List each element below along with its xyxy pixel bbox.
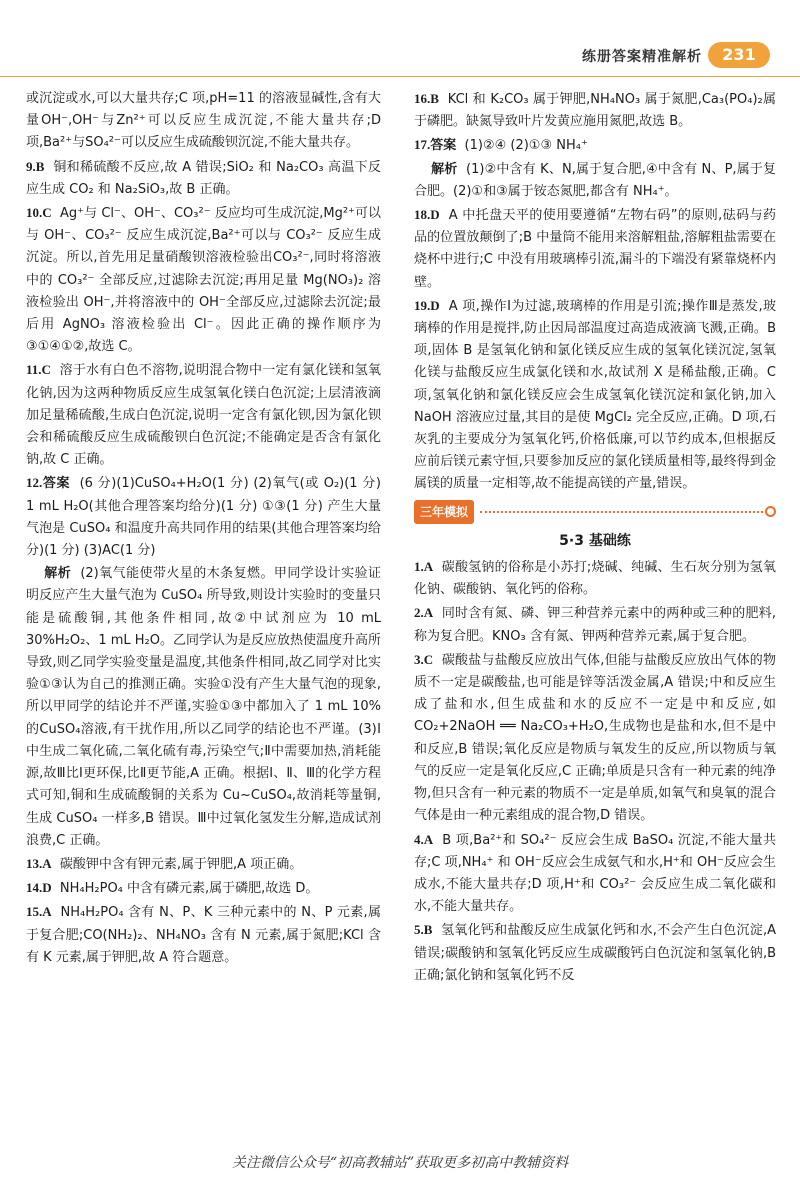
answer-entry: 1.A 碳酸氢钠的俗称是小苏打;烧碱、纯碱、生石灰分别为氢氧化钠、碳酸钠、氧化钙的俗称。 xyxy=(414,559,776,598)
section-badge: 三年模拟 xyxy=(414,500,474,524)
analysis-entry: 解析 (1)②中含有 K、N,属于复合肥,④中含有 N、P,属于复合肥。(2)①和③属于铵态氮肥,都含有 NH₄⁺。 xyxy=(414,161,777,199)
answer-entry: 14.D NH₄H₂PO₄ 中含有磷元素,属于磷肥,故选 D。 xyxy=(26,880,319,897)
answer-entry: 10.C Ag⁺与 Cl⁻、OH⁻、CO₃²⁻ 反应均可生成沉淀,Mg²⁺可以与 OH⁻、CO₃²⁻ 反应生成沉淀,Ba²⁺可以与 CO₃²⁻ 反应生成沉淀。所以,首先用足量硝酸钡溶液检验出CO₃²⁻,同时将溶液中的 CO₃²⁻ 全部反应,过滤除去沉淀;再用足量 Mg(NO₃)₂ 溶液检验出 OH⁻,并将溶液中的 OH⁻全部反应,过滤除去沉淀;最后用 AgNO₃ 溶液检验出 Cl⁻。因此正确的操作顺序为③①④①②,故选 C。 xyxy=(26,205,382,355)
answer-entry: 19.D A 项,操作Ⅰ为过滤,玻璃棒的作用是引流;操作Ⅲ是蒸发,玻璃棒的作用是搅拌,防止因局部温度过高造成液滴飞溅,正确。B 项,固体 B 是氢氧化钠和氯化镁反应生成的氢氧化镁沉淀,氢氧化镁与盐酸反应生成氯化镁和水,故试剂 X 是稀盐酸,正确。C 项,氢氧化钠和氯化镁反应会生成氢氧化镁沉淀和氯化钠,加入 NaOH 溶液应过量,其目的是使 MgCl₂ 完全反应,正确。D 项,石灰乳的主要成分为氢氧化钙,价格低廉,可以节约成本,但根据反应前后镁元素守恒,只要参加反应的氯化镁质量相等,最终得到金属镁的质量一定相等,故不能提高镁的产量,错误。 xyxy=(414,297,777,492)
answer-entry: 2.A 同时含有氮、磷、钾三种营养元素中的两种或三种的肥料,称为复合肥。KNO₃ 含有氮、钾两种营养元素,属于复合肥。 xyxy=(414,605,776,644)
section-subtitle: 5·3 基础练 xyxy=(559,532,631,549)
page-header-title: 练册答案精准解析 xyxy=(582,49,702,65)
answer-entry: 17.答案 (1)②④ (2)①③ NH₄⁺ xyxy=(414,137,588,154)
header-rule xyxy=(0,76,800,77)
answer-entry: 13.A 碳酸钾中含有钾元素,属于钾肥,A 项正确。 xyxy=(26,855,303,872)
answer-entry: 11.C 溶于水有白色不溶物,说明混合物中一定有氯化镁和氢氧化钠,因为这两种物质反应生成氢氧化镁白色沉淀;上层清液滴加足量稀硫酸,生成白色沉淀,说明一定含有氯化钡,因为氯化钡会和稀硫酸反应生成硫酸钡白色沉淀;不能确定是否含有氯化钠,故 C 正确。 xyxy=(26,362,381,468)
answer-entry: 9.B 铜和稀硫酸不反应,故 A 错误;SiO₂ 和 Na₂CO₃ 高温下反应生成 CO₂ 和 Na₂SiO₃,故 B 正确。 xyxy=(26,158,381,197)
answer-entry: 或沉淀或水,可以大量共存;C 项,pH=11 的溶液显碱性,含有大量OH⁻,OH⁻与Zn²⁺可以反应生成沉淀,不能大量共存;D 项,Ba²⁺与SO₄²⁻可以反应生成硫酸钡沉淀,不能大量共存。 xyxy=(26,91,381,151)
answer-entry: 18.D A 中托盘天平的使用要遵循“左物右码”的原则,砝码与药品的位置放颠倒了;B 中量筒不能用来溶解粗盐,溶解粗盐需要在烧杯中进行;C 中没有用玻璃棒引流,漏斗的下端没有紧靠烧杯内壁。 xyxy=(414,207,776,290)
analysis-entry: 解析 (2)氧气能使带火星的木条复燃。甲同学设计实验证明反应产生大量气泡为 CuSO₄ 所导致,则设计实验时的变量只能是硫酸铜,其他条件相同,故②中试剂应为 10 mL 30%H₂O₂、1 mL H₂O。乙同学认为是反应放热使温度升高所导致,则乙同学实验变量是温度,其他条件相同,故乙同学对比实验①③认为自己的推测正确。实验①没有产生大量气泡的现象,所以甲同学的结论并不严谨,实验①③中都加入了 1 mL 10%的CuSO₄溶液,有干扰作用,所以乙同学的结论也不严谨。(3)Ⅰ中生成二氧化硫,二氧化硫有毒,污染空气;Ⅱ中需要加热,消耗能源,故Ⅲ比Ⅰ更环保,比Ⅱ更节能,A 正确。根据Ⅰ、Ⅱ、Ⅲ的化学方程式可知,铜和生成硫酸铜的关系为 Cu~CuSO₄,故消耗等量铜,生成 CuSO₄ 一样多,B 错误。Ⅲ中过氧化氢发生分解,造成试剂浪费,C 正确。 xyxy=(26,566,382,848)
answer-entry: 5.B 氢氧化钙和盐酸反应生成氯化钙和水,不会产生白色沉淀,A 错误;碳酸钠和氢氧化钙反应生成碳酸钙白色沉淀和氢氧化钠,B 正确;氯化钠和氢氧化钙不反 xyxy=(414,922,777,983)
section-dotted-line xyxy=(480,511,763,513)
answer-entry: 4.A B 项,Ba²⁺和 SO₄²⁻ 反应会生成 BaSO₄ 沉淀,不能大量共存;C 项,NH₄⁺ 和 OH⁻反应会生成氨气和水,H⁺和 OH⁻反应会生成水,不能大量共存;D 项,H⁺和 CO₃²⁻ 会反应生成二氧化碳和水,不能大量共存。 xyxy=(414,831,776,915)
answer-entry: 12.答案 (6 分)(1)CuSO₄+H₂O(1 分) (2)氧气(或 O₂)(1 分) 1 mL H₂O(其他合理答案均给分)(1 分) ①③(1 分) 产生大量气泡是 CuSO₄ 和温度升高共同作用的结果(其他合理答案均给分)(1 分) (3)AC(1 分) xyxy=(26,475,381,559)
section-end-dot xyxy=(765,506,776,517)
footer-note: 关注微信公众号“初高教辅站”获取更多初高中教辅资料 xyxy=(231,1155,569,1171)
right-column xyxy=(414,88,776,988)
left-column xyxy=(26,88,381,970)
answer-entry: 3.C 碳酸盐与盐酸反应放出气体,但能与盐酸反应放出气体的物质不一定是碳酸盐,也可能是锌等活泼金属,A 错误;中和反应生成了盐和水,但生成盐和水的反应不一定是中和反应,如 CO₂+2NaOH ══ Na₂CO₃+H₂O,生成物也是盐和水,但不是中和反应,B 错误;氧化反应是物质与氧发生的反应,所以物质与氧气的反应一定是氧化反应,C 正确;单质是只含有一种元素的纯净物,但只含有一种元素的物质不一定是单质,如氧气和臭氧的混合气体是由一种元素组成的混合物,D 错误。 xyxy=(414,651,776,824)
answer-entry: 15.A NH₄H₂PO₄ 含有 N、P、K 三种元素中的 N、P 元素,属于复合肥;CO(NH₂)₂、NH₄NO₃ 含有 N 元素,属于氮肥;KCl 含有 K 元素,属于钾肥,故 A 符合题意。 xyxy=(26,904,381,965)
section-divider xyxy=(414,500,776,524)
answer-entry: 16.B KCl 和 K₂CO₃ 属于钾肥,NH₄NO₃ 属于氮肥,Ca₃(PO₄)₂属于磷肥。缺氮导致叶片发黄应施用氮肥,故选 B。 xyxy=(414,91,777,130)
page-number-badge: 231 xyxy=(708,42,770,68)
